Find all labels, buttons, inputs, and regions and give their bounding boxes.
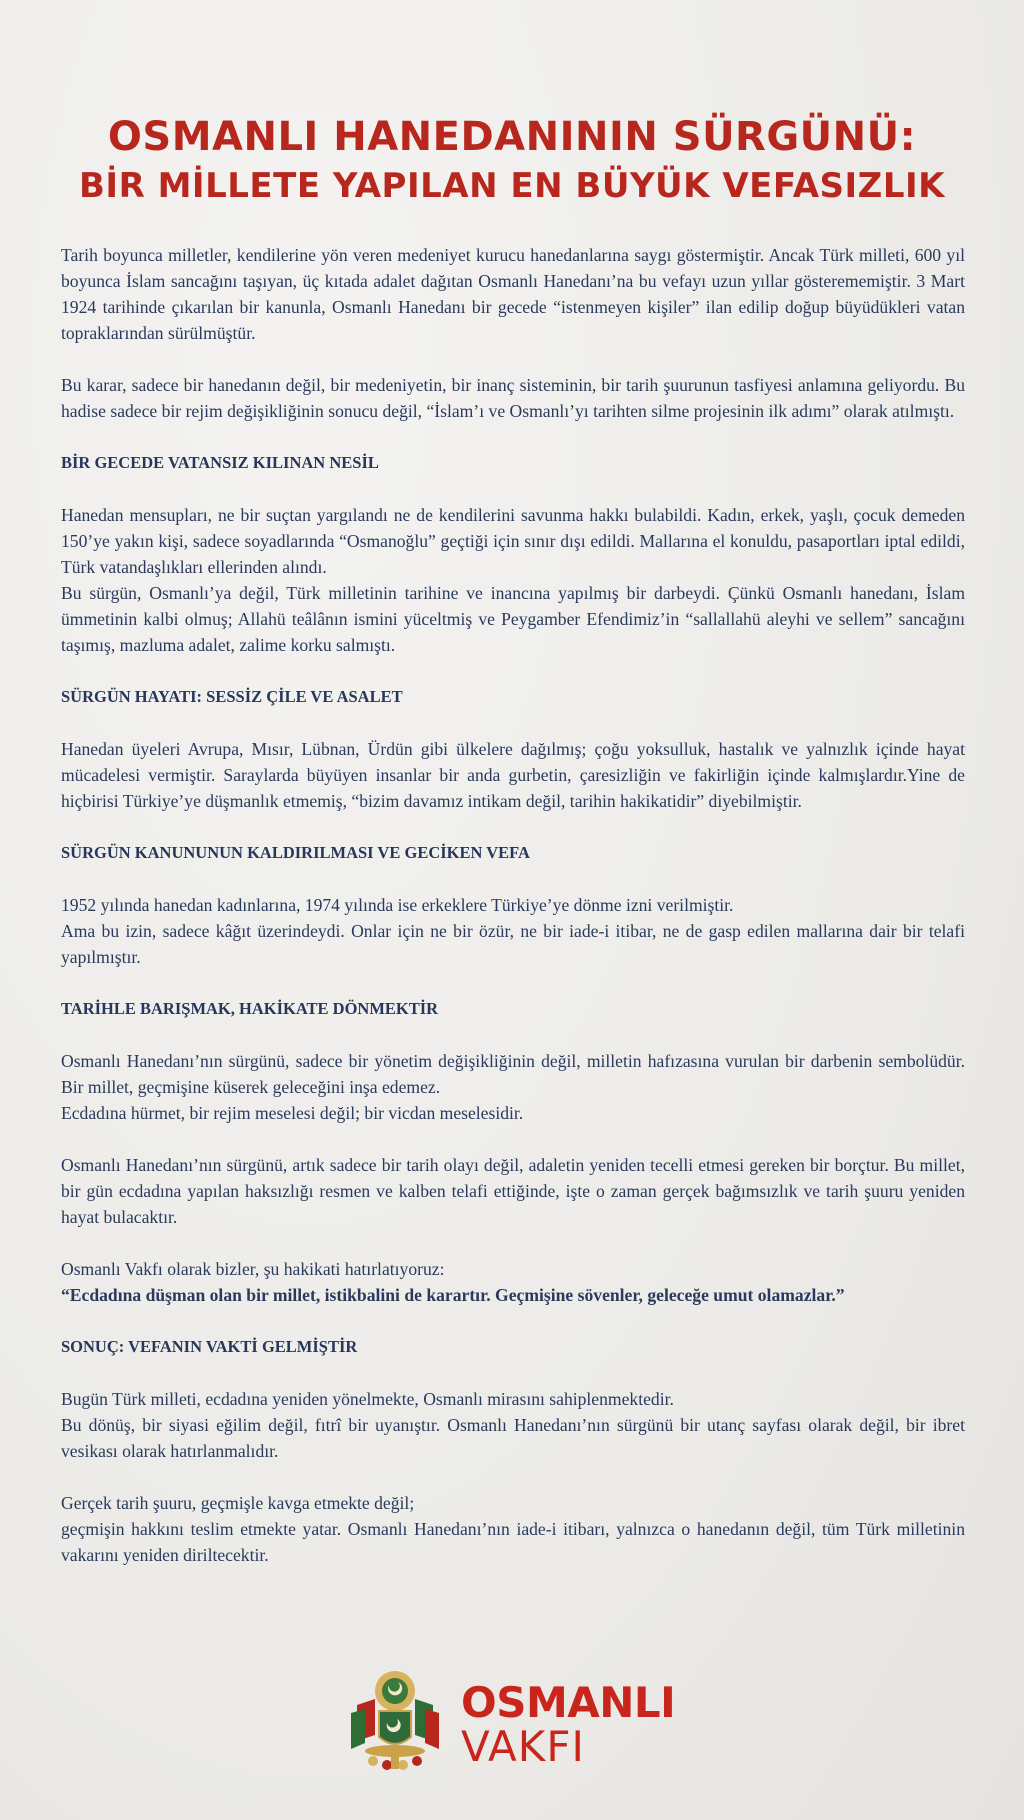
intro-paragraph-1: Tarih boyunca milletler, kendilerine yön veren medeniyet kurucu hanedanlarına saygı göstermiştir. Ancak Türk milleti, 600 yıl boyunca İslam sancağını taşıyan, üç kıtada adalet dağıtan Osmanlı Hanedanı’na bu vefayı uzun yıllar gösterememiştir. 3 Mart 1924 tarihinde çıkarılan bir kanunla, Osmanlı Hanedanı bir gecede “istenmeyen kişiler” ilan edilip doğup büyüdükleri vatan topraklarından sürülmüştür. [61, 245, 965, 343]
section1-paragraph-1: Hanedan mensupları, ne bir suçtan yargılandı ne de kendilerini savunma hakkı bulabildi. Kadın, erkek, yaşlı, çocuk demeden 150’ye yakın kişi, sadece soyadlarında “Osmanoğlu” geçtiği için sınır dışı edildi. Mallarına el konuldu, pasaportları iptal edildi, Türk vatandaşlıkları ellerinden alındı. [61, 505, 965, 577]
section-heading-1: BİR GECEDE VATANSIZ KILINAN NESİL [61, 453, 379, 472]
section-heading-2: SÜRGÜN HAYATI: SESSİZ ÇİLE VE ASALET [61, 687, 403, 706]
section5-paragraph-4: geçmişin hakkını teslim etmekte yatar. Osmanlı Hanedanı’nın iade-i itibarı, yalnızca o hanedanın değil, tüm Türk milletinin vakarını yeniden diriltecektir. [61, 1519, 965, 1565]
section4-quote: “Ecdadına düşman olan bir millet, istikbalini de karartır. Geçmişine sövenler, geleceğe umut olamazlar.” [61, 1285, 845, 1305]
section3-paragraph-2: Ama bu izin, sadece kâğıt üzerindeydi. Onlar için ne bir özür, ne bir iade-i itibar, ne de gasp edilen mallarına dair bir telafi yapılmıştır. [61, 921, 965, 967]
footer-logo [345, 1665, 705, 1775]
section-heading-5: SONUÇ: VEFANIN VAKTİ GELMİŞTİR [61, 1337, 358, 1356]
section3-paragraph-1: 1952 yılında hanedan kadınlarına, 1974 yılında ise erkeklere Türkiye’ye dönme izni verilmiştir. [61, 895, 734, 915]
section-heading-4: TARİHLE BARIŞMAK, HAKİKATE DÖNMEKTİR [61, 999, 439, 1018]
page-title [0, 112, 1024, 210]
title-line-2: BİR MİLLETE YAPILAN EN BÜYÜK VEFASIZLIK [79, 166, 945, 206]
intro-paragraph-2: Bu karar, sadece bir hanedanın değil, bir medeniyetin, bir inanç sisteminin, bir tarih şuurunun tasfiyesi anlamına geliyordu. Bu hadise sadece bir rejim değişikliğinin sonucu değil, “İslam’ı ve Osmanlı’yı tarihten silme projesinin ilk adımı” olarak atılmıştı. [61, 375, 965, 421]
section4-paragraph-3: Osmanlı Hanedanı’nın sürgünü, artık sadece bir tarih olayı değil, adaletin yeniden tecelli etmesi gereken bir borçtur. Bu millet, bir gün ecdadına yapılan haksızlığı resmen ve kalben telafi ettiğinde, işte o zaman gerçek bağımsızlık ve tarih şuuru yeniden hayat bulacaktır. [61, 1155, 965, 1227]
article-body [61, 242, 965, 1594]
section4-paragraph-4: Osmanlı Vakfı olarak bizler, şu hakikati hatırlatıyoruz: [61, 1259, 445, 1279]
section2-paragraph-1: Hanedan üyeleri Avrupa, Mısır, Lübnan, Ürdün gibi ülkelere dağılmış; çoğu yoksulluk, hastalık ve yalnızlık içinde hayat mücadelesi vermiştir. Saraylarda büyüyen insanlar bir anda gurbetin, çaresizliğin ve fakirliğin içinde kalmışlardır.Yine de hiçbirisi Türkiye’ye düşmanlık etmemiş, “bizim davamız intikam değil, tarihin hakikatidir” diyebilmiştir. [61, 739, 965, 811]
logo-line-1: OSMANLI [461, 1678, 676, 1727]
ottoman-coat-of-arms-icon [345, 1665, 445, 1775]
section5-paragraph-1: Bugün Türk milleti, ecdadına yeniden yönelmekte, Osmanlı mirasını sahiplenmektedir. [61, 1389, 674, 1409]
section4-paragraph-2: Ecdadına hürmet, bir rejim meselesi değil; bir vicdan meselesidir. [61, 1103, 524, 1123]
title-line-1: OSMANLI HANEDANININ SÜRGÜNÜ: [107, 114, 917, 160]
section-heading-3: SÜRGÜN KANUNUNUN KALDIRILMASI VE GECİKEN VEFA [61, 843, 530, 862]
osmanli-vakfi-logo [461, 1678, 676, 1771]
section5-paragraph-3: Gerçek tarih şuuru, geçmişle kavga etmekte değil; [61, 1493, 415, 1513]
section1-paragraph-2: Bu sürgün, Osmanlı’ya değil, Türk milletinin tarihine ve inancına yapılmış bir darbeydi. Çünkü Osmanlı hanedanı, İslam ümmetinin kalbi olmuş; Allahü teâlânın ismini yüceltmiş ve Peygamber Efendimiz’in “sallallahü aleyhi ve sellem” sancağını taşımış, mazluma adalet, zalime korku salmıştı. [61, 583, 965, 655]
section4-paragraph-1: Osmanlı Hanedanı’nın sürgünü, sadece bir yönetim değişikliğinin değil, milletin hafızasına vurulan bir darbenin sembolüdür. Bir millet, geçmişine küserek geleceğini inşa edemez. [61, 1051, 965, 1097]
logo-line-2: VAKFI [461, 1722, 585, 1771]
section5-paragraph-2: Bu dönüş, bir siyasi eğilim değil, fıtrî bir uyanıştır. Osmanlı Hanedanı’nın sürgünü bir utanç sayfası olarak değil, bir ibret vesikası olarak hatırlanmalıdır. [61, 1415, 965, 1461]
